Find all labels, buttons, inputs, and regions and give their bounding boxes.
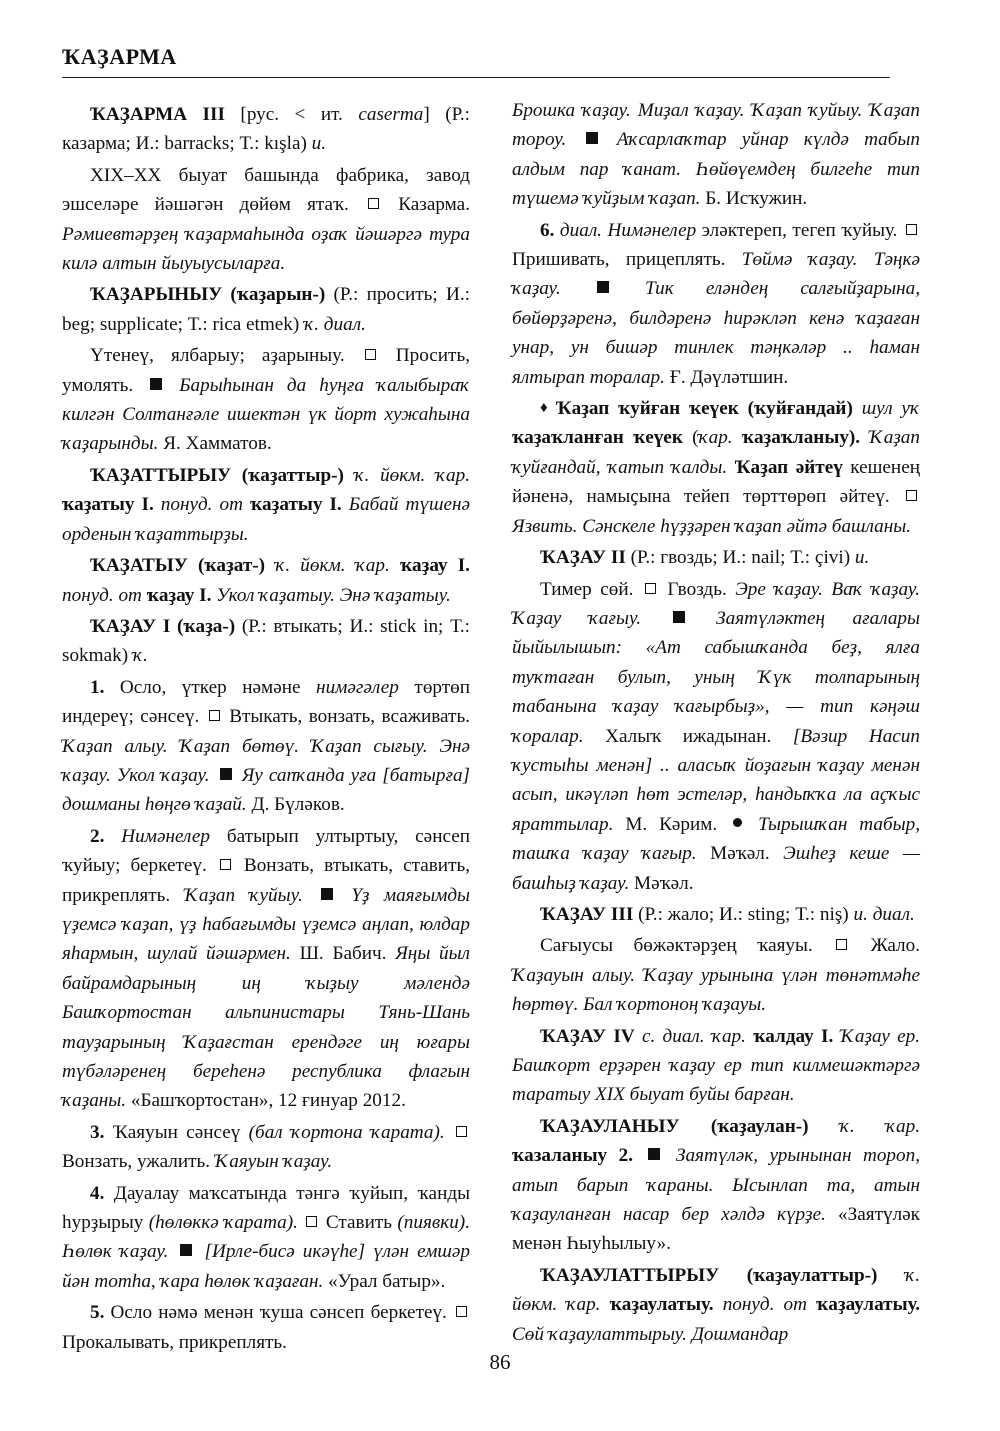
dictionary-entry: ҠАҘАТТЫРЫУ (ҡаҙаттыр-) ҡ. йөкм. ҡар. ҡаҙатыу I. понуд. от ҡаҙатыу I. Бабай түшенә орденын ҡаҙаттырҙы. [62,464,470,545]
dictionary-entry: Тимер сөй. Гвоздь. Эре ҡаҙау. Ваҡ ҡаҙау. Ҡаҙау ҡағыу. Заятүләктең ағалары йыйылышып: «Ат сабышҡанда беҙ, ялға туҡтаған булып, уның Ҡүк толпарының табанына ҡаҙау ҡағырбыҙ», — тип кәңәш ҡоралар. Халыҡ ижадынан. [Вәзир Насип ҡустыһы менән] .. аласыҡ йоҙағын ҡаҙау менән асып, икәүләп һөт эстеләр, һандыҡҡа ла аҫҡыс яраттылар. М. Кәрим. Тырышҡан табыр, ташҡа ҡаҙау ҡағыр. Мәҡәл. Эшһеҙ кеше — башһыҙ ҡаҙау. Мәҡәл. [512,578,921,894]
dictionary-entry: 1. Осло, үткер нәмәне нимәгәлер төртөп индереү; сәнсеү. Втыкать, вонзать, всаживать. Ҡаҙап алыу. Ҡаҙап бөтөү. Ҡаҙап сығыу. Энә ҡаҙау. Укол ҡаҙау. Яу сапҡанда уға [батырға] дошманы һөңгө ҡаҙай. Д. Бүләков. [62,676,471,816]
dictionary-entry: 4. Дауалау маҡсатында тәнгә ҡуйып, ҡанды һурҙырыу (һөлөккә ҡарата). Ставить (пиявки). Һөлөк ҡаҙау. [Ирле-бисә икәүһе] үлән емшәр йән тотһа, ҡара һөлөк ҡаҙаған. «Урал батыр». [62,1182,470,1292]
left-column [62,100,470,1359]
dictionary-entry: Үтенеү, ялбарыу; аҙарыныу. Просить, умолять. Барыһынан да һуңға ҡалыбыраҡ килгән Солтанғәле ишектән үк йорт хужаһына ҡаҙарынды. Я. Хамматов. [62,345,470,455]
page-number: 86 [489,1350,511,1374]
right-column [512,96,920,1351]
dictionary-entry: ҠАҘАУ I (ҡаҙа-) (Р.: втыкать; И.: stick in; Т.: sokmak) ҡ. [62,615,470,667]
dictionary-entry: ҠАҘАРМА III [рус. < ит. caserma] (Р.: казарма; И.: barracks; Т.: kışla) и. [62,104,470,155]
dictionary-entry: 2. Нимәнелер батырып ултыртыу, сәнсеп ҡуйыу; беркетеү. Вонзать, втыкать, ставить, прикреплять. Ҡаҙап ҡуйыу. Үҙ маяғымды үҙемсә ҡаҙап, үҙ һабағымды үҙемсә аңлап, юлдар яһармын, шулай йәшәрмен. Ш. Бабич. Яңы йыл байрамдарының иң ҡыҙыу мәлендә Башҡортостан альпинистары Тянь-Шань тауҙарының Ҡаҙағстан ерендәге иң юғары түбәләренең береһенә республика флагын ҡаҙаны. «Башҡортостан», 12 ғинуар 2012. [62,825,471,1112]
header-rule [62,77,890,78]
dictionary-entry: Брошка ҡаҙау. Миҙал ҡаҙау. Ҡаҙап ҡуйыу. Ҡаҙап тороу. Аҡсарлаҡтар уйнар күлдә табып алдым пар ҡанат. Һөйөүемдең билгеһе тип түшемә ҡуйҙым ҡаҙап. Б. Исҡужин. [512,100,921,210]
dictionary-entry: Сағыусы бөжәктәрҙең ҡаяуы. Жало. Ҡаҙауын алыу. Ҡаҙау урынына үлән төнәтмәһе һөртөү. Бал ҡортоноң ҡаҙауы. [512,935,920,1016]
dictionary-entry: ҠАҘАТЫУ (ҡаҙат-) ҡ. йөкм. ҡар. ҡаҙау I. понуд. от ҡаҙау I. Укол ҡаҙатыу. Энә ҡаҙатыу. [62,555,470,606]
dictionary-entry: ҠАҘАУЛАТТЫРЫУ (ҡаҙаулаттыр-) ҡ. йөкм. ҡар. ҡаҙаулатыу. понуд. от ҡаҙаулатыу. Сөй ҡаҙаулаттырыу. Дошмандар [512,1264,921,1345]
dictionary-entry: 6. диал. Нимәнелер эләктереп, тегеп ҡуйыу. Пришивать, прицеплять. Төймә ҡаҙау. Тәңкә ҡаҙау. Тик еләндең салғыйҙарына, бөйөрҙәренә, билдәренә һирәкләп кенә ҡаҙаған унар, ун бишәр тинлек тәңкәләр .. һаман ялтырап торалар. Ғ. Дәүләтшин. [512,219,921,388]
dictionary-entry: ҠАҘАУ III (Р.: жало; И.: sting; Т.: niş) и. диал. [540,903,915,925]
dictionary-entry: ҠАҘАРЫНЫУ (ҡаҙарын-) (Р.: просить; И.: beg; supplicate; Т.: rica etmek) ҡ. диал. [62,284,470,335]
dictionary-entry: 5. Осло нәмә менән ҡуша сәнсеп беркетеү. Прокалывать, прикреплять. [62,1298,470,1357]
dictionary-entry: 3. Ҡаяуын сәнсеү (бал ҡортона ҡарата). Вонзать, ужалить. Ҡаяуын ҡаҙау. [62,1118,470,1177]
running-head: ҠАҘАРМА [62,44,177,69]
dictionary-entry: ҠАҘАУ II (Р.: гвоздь; И.: nail; Т.: çivi) и. [540,547,870,569]
dictionary-entry: ҠАҘАУЛАНЫУ (ҡаҙаулан-) ҡ. ҡар. ҡазаланыу 2. Заятүләк, урынынан тороп, атып барып ҡараны. Ысынлап та, атын ҡаҙауланған насар бер хәлдә күрҙе. «Заятүләк менән Һыуһылыу». [512,1115,921,1255]
dictionary-entry: XIX–XX быуат башында фабрика, завод эшселәре йәшәгән дөйөм ятаҡ. Казарма. Рәмиевтәрҙең ҡаҙармаһында оҙаҡ йәшәргә тура килә алтын йыуыусыларға. [62,164,470,275]
dictionary-entry: ♦ Ҡаҙап ҡуйған ҡеүек (ҡуйғандай) шул уҡ ҡаҙаҡланған ҡеүек (ҡар. ҡаҙаҡланыу). Ҡаҙап ҡуйғандай, ҡатып ҡалды. Ҡаҙап әйтеү кешенең йәненә, намыҫына тейеп төрттөрөп әйтеү. Язвить. Сәнскеле һүҙҙәрен ҡаҙап әйтә башланы. [512,398,921,537]
dictionary-entry: ҠАҘАУ IV с. диал. ҡар. ҡалдау I. Ҡаҙау ер. Башҡорт ерҙәрен ҡаҙау ер тип килмешәктәргә таратыу XIX быуат буйы барған. [512,1025,920,1106]
